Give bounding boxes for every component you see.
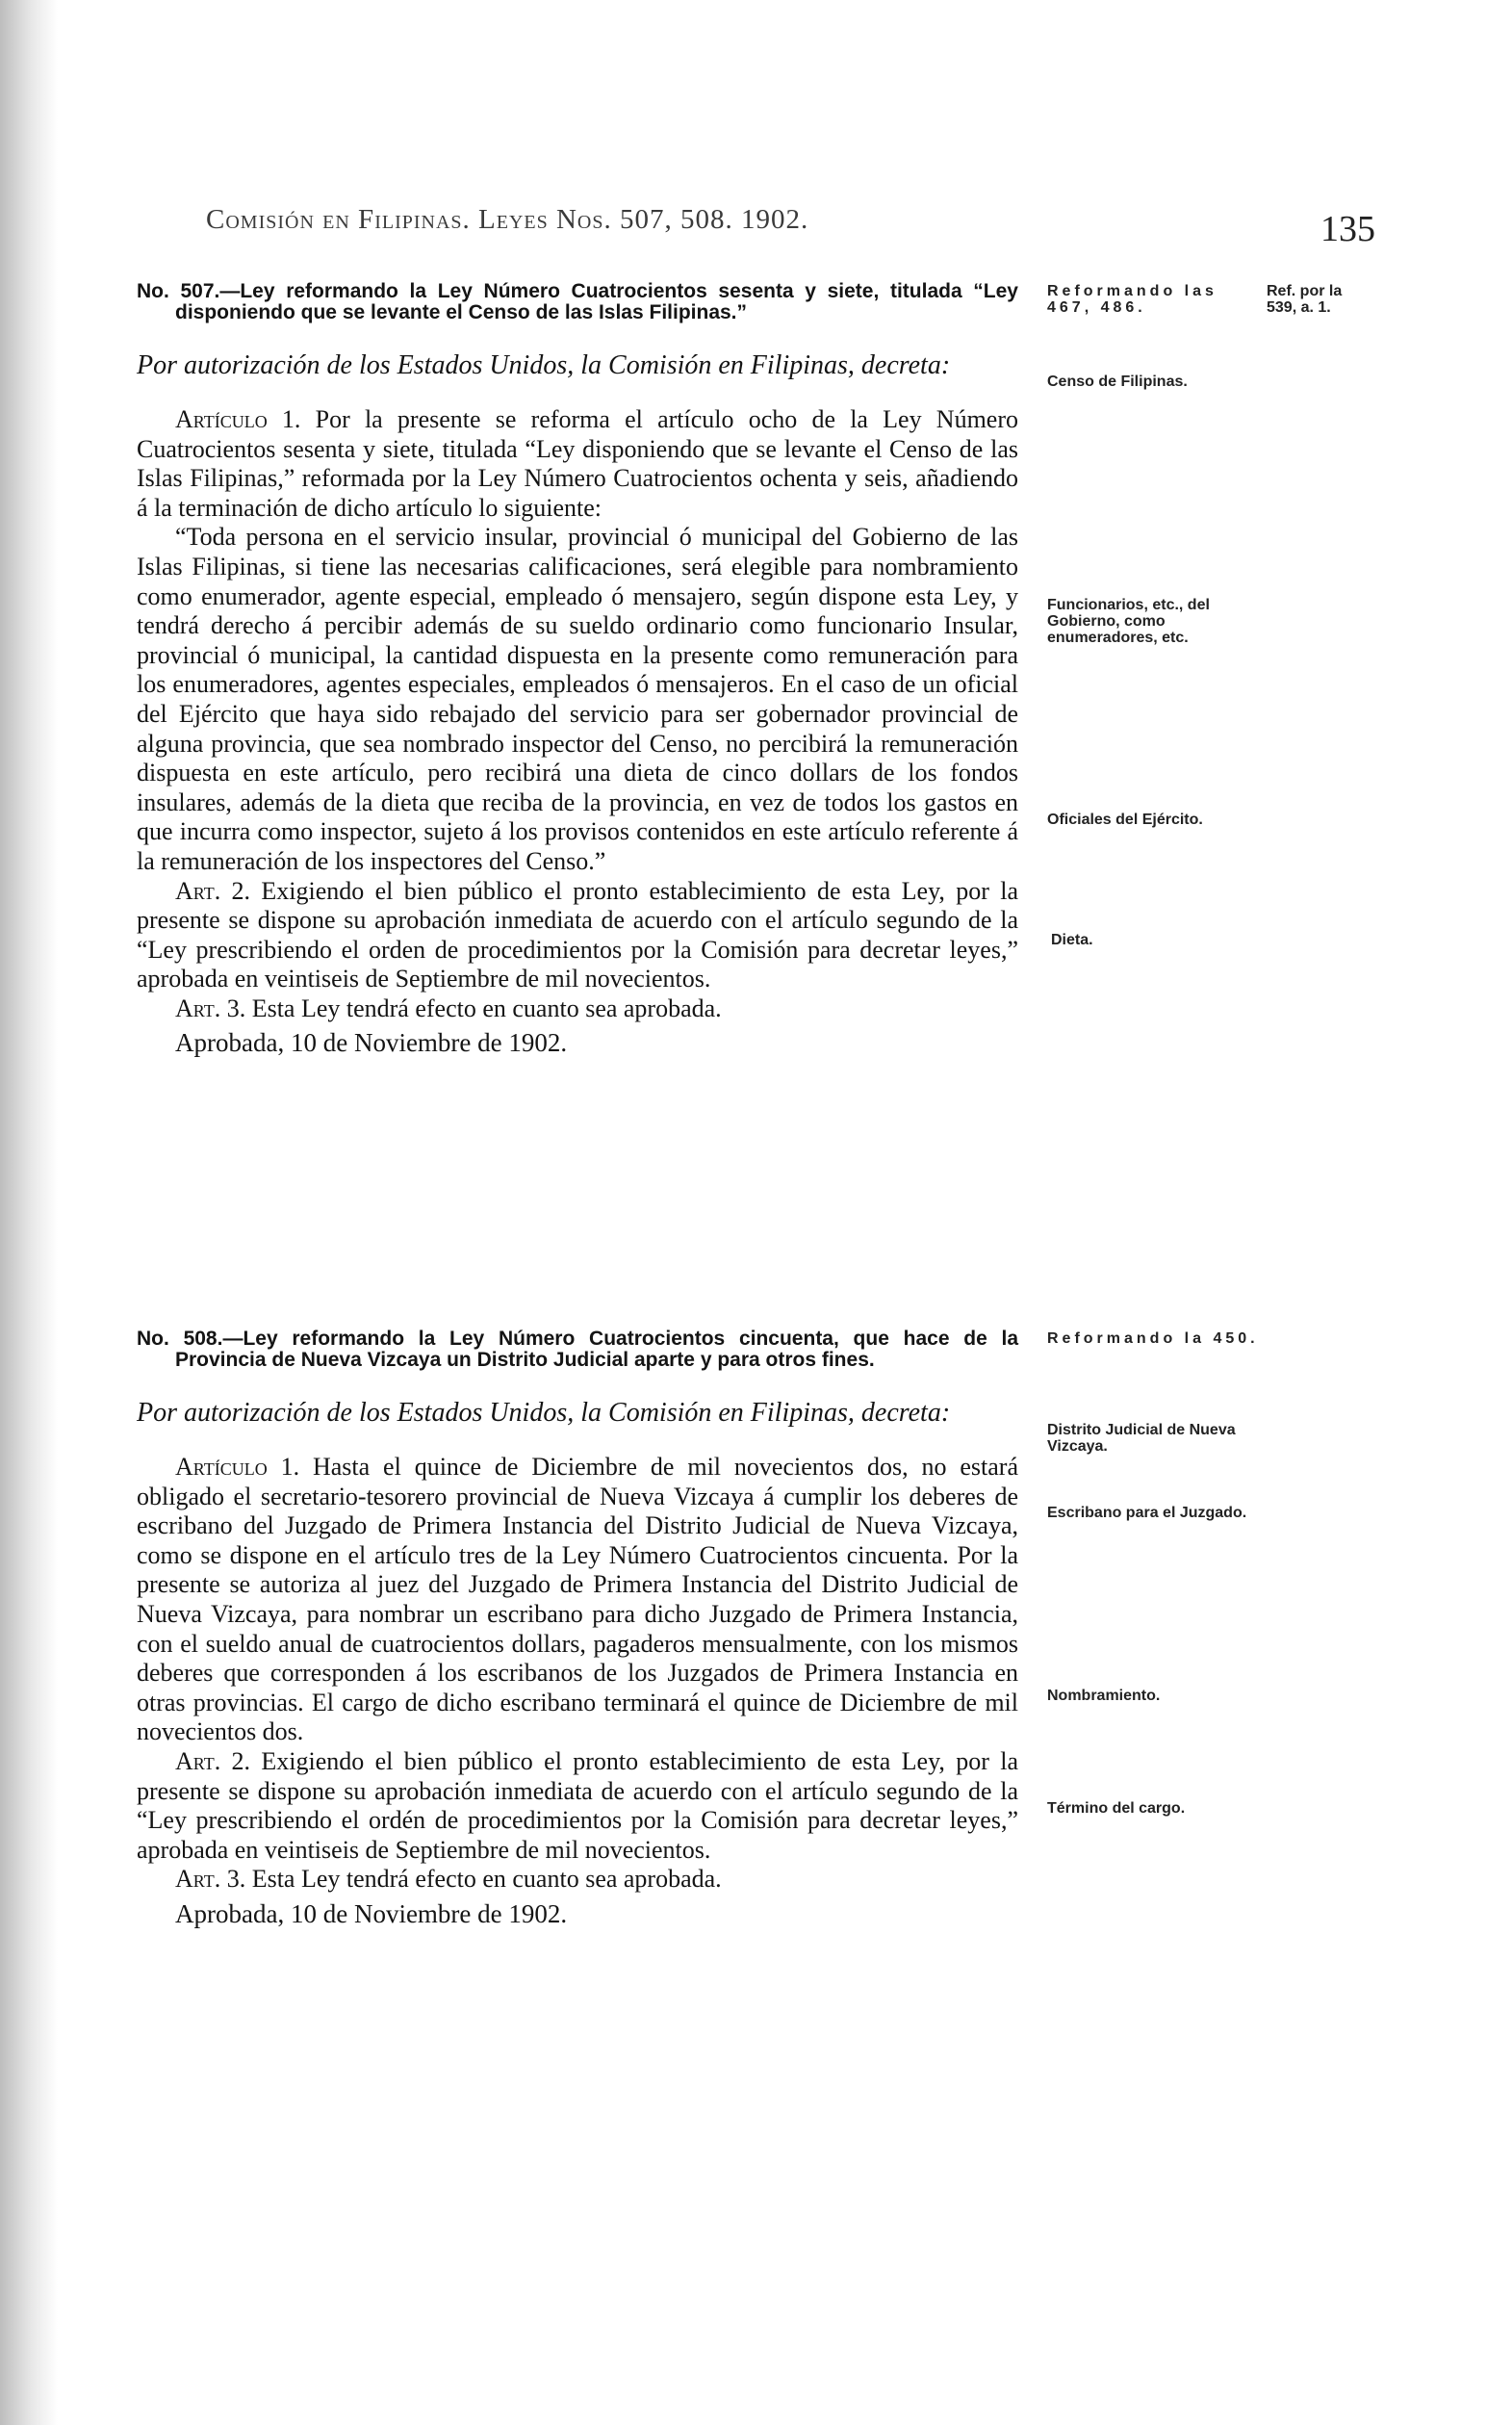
article-label: Art. [175, 993, 221, 1022]
article-text: 2. Exigiendo el bien público el pronto establecimiento de esta Ley, por la presente se dispone su aprobación inmediata de acuerdo con el artículo segundo de la “Ley prescribiendo el ordén de procedimientos por la Comisión para decretar leyes,” aprobada en veintiseis de Septiembre de mil novecientos. [137, 1746, 1018, 1864]
article-label: Art. [175, 1746, 221, 1775]
article-text: 1. Hasta el quince de Diciembre de mil novecientos dos, no estará obligado el secretario-tesorero provincial de Nueva Vizcaya á cumplir los deberes de escribano del Juzgado de Primera Instancia del Distrito Judicial de Nueva Vizcaya, como se dispone en el artículo tres de la Ley Número Cuatrocientos cincuenta. Por la presente se autoriza al juez del Juzgado de Primera Instancia del Distrito Judicial de Nueva Vizcaya, para nombrar un escribano para dicho Juzgado de Primera Instancia, con el sueldo anual de cuatrocientos dollars, pagaderos mensualmente, con los mismos deberes que corresponden á los escribanos de los Juzgados de Primera Instancia en otras provincias. El cargo de dicho escribano terminará el quince de Diciembre de mil novecientos dos. [137, 1453, 1018, 1746]
law-507-quoted-amendment: “Toda persona en el servicio insular, provincial ó municipal del Gobierno de las Islas Filipinas, si tiene las necesarias calificaciones, será elegible para nombramiento como enumerador, agente especial, empleado ó mensajero, según dispone esta Ley, y tendrá derecho á percibir además de su sueldo ordinario como funcionario Insular, provincial ó municipal, la cantidad dispuesta en la presente como remuneración para los enumeradores, agentes especiales, empleados ó mensajeros. En el caso de un oficial del Ejército que haya sido rebajado del servicio para ser gobernador provincial de alguna provincia, que sea nombrado inspector del Censo, no percibirá la remuneración dispuesta en este artículo, pero recibirá una dieta de cinco dollars de los fondos insulares, además de la dieta que reciba de la provincia, en vez de todos los gastos en que incurra como inspector, sujeto á los provisos contenidos en este artículo referente á la remuneración de los inspectores del Censo.” [137, 523, 1018, 875]
law-508-heading: No. 508.—Ley reformando la Ley Número Cuatrocientos cincuenta, que hace de la Provincia de Nueva Vizcaya un Distrito Judicial aparte y para otros fines. [137, 1328, 1018, 1371]
article-label: Art. [175, 876, 221, 905]
running-head: Comisión en Filipinas. Leyes Nos. 507, 508. 1902. [206, 204, 809, 235]
article-text: 1. Por la presente se reforma el artículo ocho de la Ley Número Cuatrocientos sesenta y siete, titulada “Ley disponiendo que se levante el Censo de las Islas Filipinas,” reformada por la Ley Número Cuatrocientos ochenta y seis, añadiendo á la terminación de dicho artículo lo siguiente: [137, 405, 1018, 522]
margin-note-ref: Ref. por la 539, a. 1. [1267, 283, 1343, 316]
margin-note-dieta: Dieta. [1051, 932, 1093, 948]
law-507-heading: No. 507.—Ley reformando la Ley Número Cuatrocientos sesenta y siete, titulada “Ley disponiendo que se levante el Censo de las Islas Filipinas.” [137, 280, 1018, 323]
law-508-article-1 [137, 1453, 1018, 1747]
margin-note-reformando-508: Reformando la 450. [1047, 1330, 1259, 1347]
margin-note-escribano: Escribano para el Juzgado. [1047, 1505, 1247, 1521]
article-text: 2. Exigiendo el bien público el pronto establecimiento de esta Ley, por la presente se dispone su aprobación inmediata de acuerdo con el artículo segundo de la “Ley prescribiendo el orden de procedimientos por la Comisión para decretar leyes,” aprobada en veintiseis de Septiembre de mil novecientos. [137, 876, 1018, 993]
law-508-block [137, 1329, 1018, 1930]
margin-note-termino: Término del cargo. [1047, 1800, 1186, 1817]
article-text: 3. Esta Ley tendrá efecto en cuanto sea aprobada. [220, 1865, 722, 1894]
law-507-article-2 [137, 877, 1018, 994]
law-507-article-1 [137, 405, 1018, 523]
margin-note-distrito: Distrito Judicial de Nueva Vizcaya. [1047, 1422, 1236, 1455]
law-508-approval-date: Aprobada, 10 de Noviembre de 1902. [175, 1898, 568, 1928]
law-508-article-2 [137, 1747, 1018, 1865]
margin-note-reformando-507: Reformando las 467, 486. [1047, 283, 1217, 316]
page-number: 135 [1320, 209, 1375, 249]
law-507-article-3 [137, 994, 1018, 1024]
margin-note-censo: Censo de Filipinas. [1047, 374, 1188, 390]
law-507-block [137, 281, 1018, 1059]
margin-note-oficiales: Oficiales del Ejército. [1047, 812, 1203, 828]
scan-edge-shadow [0, 0, 58, 2425]
margin-note-nombramiento: Nombramiento. [1047, 1688, 1161, 1704]
article-label: Artículo [175, 405, 268, 433]
law-507-approval-date: Aprobada, 10 de Noviembre de 1902. [175, 1028, 568, 1058]
margin-note-funcionarios: Funcionarios, etc., del Gobierno, como enumeradores, etc. [1047, 597, 1210, 646]
article-label: Art. [175, 1865, 221, 1894]
article-text: 3. Esta Ley tendrá efecto en cuanto sea aprobada. [220, 993, 722, 1022]
law-508-enacting-clause: Por autorización de los Estados Unidos, la Comisión en Filipinas, decreta: [137, 1398, 951, 1428]
article-label: Artículo [175, 1453, 268, 1481]
law-507-enacting-clause: Por autorización de los Estados Unidos, la Comisión en Filipinas, decreta: [137, 350, 951, 380]
law-508-article-3 [137, 1865, 1018, 1895]
